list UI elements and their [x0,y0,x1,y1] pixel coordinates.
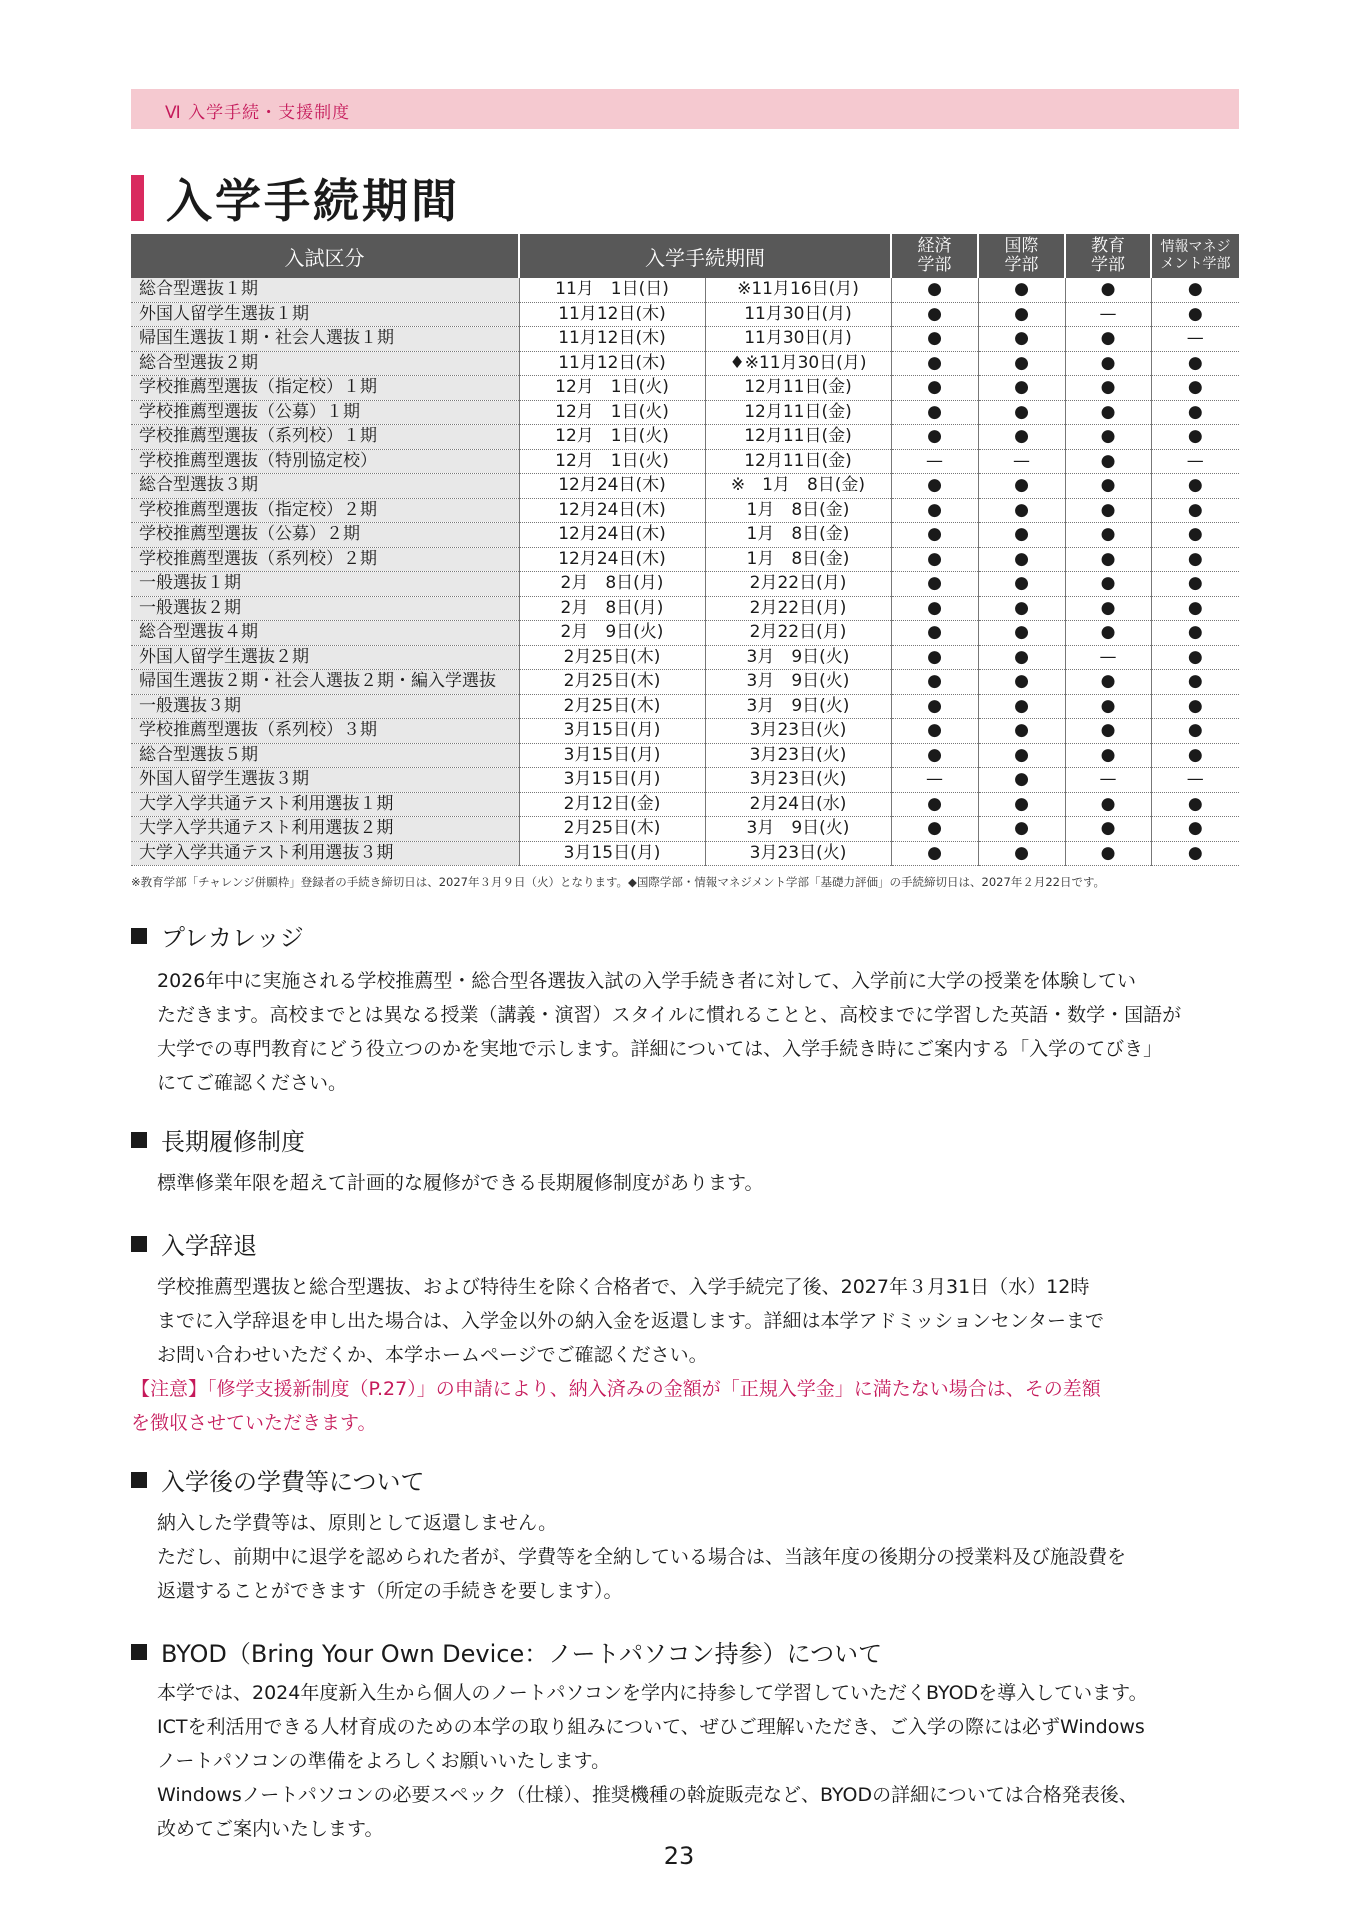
row-faculty-mark: ● [1151,376,1239,401]
row-faculty-mark: ● [891,670,978,695]
row-faculty-mark: ● [978,743,1065,768]
table-row [131,523,1239,548]
row-faculty-mark: ● [891,743,978,768]
table-row [131,278,1239,302]
row-period-end: 1月 8日(金) [705,547,891,572]
row-period-start: 2月25日(木) [519,694,705,719]
row-faculty-mark: ● [1151,817,1239,842]
row-faculty-mark: — [978,449,1065,474]
row-faculty-mark: ● [1065,792,1151,817]
row-faculty-mark: ● [1151,621,1239,646]
row-period-end: 12月11日(金) [705,376,891,401]
row-period-end: 1月 8日(金) [705,498,891,523]
row-faculty-mark: ● [891,376,978,401]
row-period-end: 2月22日(月) [705,596,891,621]
row-faculty-mark: ● [1151,572,1239,597]
row-faculty-mark: ● [978,474,1065,499]
row-period-end: 12月11日(金) [705,449,891,474]
heading-precollege: プレカレッジ [131,918,304,953]
row-period-end: 11月30日(月) [705,302,891,327]
row-faculty-mark: ● [891,694,978,719]
row-category: 学校推薦型選抜（系列校）３期 [131,719,519,744]
row-period-start: 11月 1日(日) [519,278,705,302]
table-row [131,449,1239,474]
table-row [131,621,1239,646]
row-faculty-mark: ● [1065,376,1151,401]
row-period-end: 1月 8日(金) [705,523,891,548]
row-faculty-mark: ● [891,547,978,572]
row-faculty-mark: ● [978,645,1065,670]
row-category: 一般選抜３期 [131,694,519,719]
table-body [131,278,1239,866]
table-row [131,547,1239,572]
row-category: 総合型選抜２期 [131,351,519,376]
row-faculty-mark: ● [1065,596,1151,621]
row-period-start: 3月15日(月) [519,719,705,744]
row-period-start: 12月24日(木) [519,547,705,572]
row-period-start: 11月12日(木) [519,327,705,352]
table-row [131,694,1239,719]
table-row [131,351,1239,376]
table-row [131,572,1239,597]
row-category: 大学入学共通テスト利用選抜３期 [131,841,519,866]
page-number: 23 [663,1842,695,1870]
row-faculty-mark: ● [978,817,1065,842]
square-bullet-icon [131,928,147,944]
row-category: 学校推薦型選抜（指定校）２期 [131,498,519,523]
row-faculty-mark: ● [1065,327,1151,352]
row-period-end: 3月 9日(火) [705,670,891,695]
row-faculty-mark: ● [1065,278,1151,302]
row-faculty-mark: ● [891,400,978,425]
table-row [131,841,1239,866]
row-period-start: 12月24日(木) [519,498,705,523]
row-category: 学校推薦型選抜（系列校）１期 [131,425,519,450]
row-period-end: 3月23日(火) [705,719,891,744]
heading-withdrawal: 入学辞退 [131,1226,257,1261]
enrollment-schedule-table [131,234,1239,866]
row-period-end: 3月 9日(火) [705,817,891,842]
row-period-end: 3月 9日(火) [705,694,891,719]
row-faculty-mark: ● [978,400,1065,425]
withdrawal-text: 学校推薦型選抜と総合型選抜、および特待生を除く合格者で、入学手続完了後、2027年３月31日（水）12時 までに入学辞退を申し出た場合は、入学金以外の納入金を返還します。詳細は本学アドミッションセンターまで お問い合わせいただくか、本学ホームページでご確認ください。 [157,1276,1104,1366]
table-row [131,596,1239,621]
row-category: 総合型選抜４期 [131,621,519,646]
row-faculty-mark: ● [978,278,1065,302]
row-faculty-mark: ● [978,327,1065,352]
row-period-start: 12月24日(木) [519,523,705,548]
row-faculty-mark: ● [1065,841,1151,866]
row-faculty-mark: ● [978,425,1065,450]
row-category: 大学入学共通テスト利用選抜１期 [131,792,519,817]
row-faculty-mark: ● [978,768,1065,793]
row-faculty-mark: ● [891,719,978,744]
row-faculty-mark: ● [978,621,1065,646]
row-faculty-mark: ● [1065,572,1151,597]
table-row [131,400,1239,425]
row-category: 外国人留学生選抜２期 [131,645,519,670]
row-faculty-mark: ● [891,572,978,597]
row-period-start: 12月 1日(火) [519,425,705,450]
row-faculty-mark: ● [891,841,978,866]
row-faculty-mark: ● [978,841,1065,866]
row-faculty-mark: ● [891,498,978,523]
row-faculty-mark: ● [1065,694,1151,719]
row-faculty-mark: ● [891,596,978,621]
row-faculty-mark: ● [978,302,1065,327]
row-faculty-mark: ● [1065,817,1151,842]
row-faculty-mark: ● [1151,645,1239,670]
row-category: 総合型選抜５期 [131,743,519,768]
row-period-end: 3月23日(火) [705,768,891,793]
row-faculty-mark: ● [1065,670,1151,695]
row-faculty-mark: ● [891,645,978,670]
row-faculty-mark: ● [1151,694,1239,719]
row-faculty-mark: ● [1151,719,1239,744]
page-title-text: 入学手続期間 [166,174,460,228]
row-faculty-mark: ● [1151,474,1239,499]
row-faculty-mark: ● [1151,278,1239,302]
row-faculty-mark: ● [1151,792,1239,817]
row-faculty-mark: — [1151,768,1239,793]
row-period-start: 12月 1日(火) [519,449,705,474]
row-category: 外国人留学生選抜１期 [131,302,519,327]
row-faculty-mark: ● [978,596,1065,621]
square-bullet-icon [131,1644,147,1660]
row-faculty-mark: ● [1065,719,1151,744]
row-period-start: 12月 1日(火) [519,376,705,401]
table-row [131,792,1239,817]
row-faculty-mark: ● [978,792,1065,817]
header-faculty-education: 教育 学部 [1065,234,1151,278]
precollege-text: 2026年中に実施される学校推薦型・総合型各選抜入試の入学手続き者に対して、入学前に大学の授業を体験してい ただきます。高校までとは異なる授業（講義・演習）スタイルに慣れることと、高校までに学習した英語・数学・国語が 大学での専門教育にどう役立つのかを実地で示します。詳細については、入学手続き時にご案内する「入学のてびき」 にてご確認ください。 [157,970,1182,1094]
table-row [131,768,1239,793]
row-period-end: 3月 9日(火) [705,645,891,670]
row-faculty-mark: ● [891,351,978,376]
row-faculty-mark: ● [1065,474,1151,499]
fees-text: 納入した学費等は、原則として返還しません。 ただし、前期中に退学を認められた者が、学費等を全納している場合は、当該年度の後期分の授業料及び施設費を 返還することができます（所定の手続きを要します）。 [157,1512,1127,1602]
row-faculty-mark: ● [891,621,978,646]
row-category: 帰国生選抜１期・社会人選抜１期 [131,327,519,352]
row-period-start: 2月25日(木) [519,817,705,842]
row-faculty-mark: ● [978,572,1065,597]
table-footnote: ※教育学部「チャレンジ併願枠」登録者の手続き締切日は、2027年３月９日（火）となります。◆国際学部・情報マネジメント学部「基礎力評価」の手続締切日は、2027年２月22日です。 [131,875,1106,889]
row-category: 学校推薦型選抜（系列校）２期 [131,547,519,572]
row-faculty-mark: ● [891,817,978,842]
withdrawal-notice: 【注意】「修学支援新制度（P.27）」の申請により、納入済みの金額が「正規入学金」に満たない場合は、その差額 を徴収させていただきます。 [131,1378,1101,1434]
square-bullet-icon [131,1132,147,1148]
row-period-start: 2月 9日(火) [519,621,705,646]
row-faculty-mark: ● [1151,523,1239,548]
row-faculty-mark: ● [891,474,978,499]
row-faculty-mark: ● [1151,351,1239,376]
row-faculty-mark: ● [1065,743,1151,768]
table-row [131,302,1239,327]
row-faculty-mark: ● [1065,400,1151,425]
row-faculty-mark: — [1065,302,1151,327]
section-header-band [131,89,1239,129]
row-period-end: 3月23日(火) [705,841,891,866]
row-period-end: 3月23日(火) [705,743,891,768]
row-faculty-mark: ● [1151,841,1239,866]
row-period-start: 11月12日(木) [519,302,705,327]
table-row [131,498,1239,523]
title-accent-bar [131,175,144,221]
page-title [131,168,460,228]
row-category: 学校推薦型選抜（公募）２期 [131,523,519,548]
table-row [131,425,1239,450]
row-faculty-mark: ● [1151,743,1239,768]
row-faculty-mark: — [1065,645,1151,670]
heading-byod: BYOD（Bring Your Own Device：ノートパソコン持参）について [131,1634,882,1669]
row-period-start: 11月12日(木) [519,351,705,376]
row-faculty-mark: ● [1151,547,1239,572]
row-period-start: 3月15日(月) [519,841,705,866]
row-faculty-mark: ● [1151,670,1239,695]
row-category: 一般選抜１期 [131,572,519,597]
row-faculty-mark: ● [978,670,1065,695]
byod-text: 本学では、2024年度新入生から個人のノートパソコンを学内に持参して学習していただくBYODを導入しています。 ICTを利活用できる人材育成のための本学の取り組みについて、ぜひご理解いただき、ご入学の際には必ずWindows ノートパソコンの準備をよろしくお願いいたします。 Windowsノートパソコンの必要スペック（仕様）、推奨機種の斡旋販売など、BYODの詳細については合格発表後、 改めてご案内いたします。 [157,1682,1148,1840]
row-faculty-mark: — [1151,449,1239,474]
row-faculty-mark: ● [891,792,978,817]
row-faculty-mark: ● [978,523,1065,548]
row-period-end: 12月11日(金) [705,400,891,425]
table-row [131,474,1239,499]
row-faculty-mark: ● [978,498,1065,523]
row-faculty-mark: ● [1065,547,1151,572]
header-category: 入試区分 [131,234,519,278]
row-category: 一般選抜２期 [131,596,519,621]
row-faculty-mark: ● [891,302,978,327]
row-period-start: 12月 1日(火) [519,400,705,425]
row-category: 学校推薦型選抜（特別協定校） [131,449,519,474]
row-period-start: 3月15日(月) [519,743,705,768]
row-period-start: 12月24日(木) [519,474,705,499]
row-faculty-mark: ● [1151,498,1239,523]
row-period-start: 2月12日(金) [519,792,705,817]
row-period-end: ※11月16日(月) [705,278,891,302]
row-category: 総合型選抜３期 [131,474,519,499]
row-category: 学校推薦型選抜（公募）１期 [131,400,519,425]
row-faculty-mark: — [891,449,978,474]
row-faculty-mark: ● [1151,302,1239,327]
table-row [131,645,1239,670]
row-period-start: 2月 8日(月) [519,596,705,621]
heading-fees: 入学後の学費等について [131,1462,425,1497]
header-period: 入学手続期間 [519,234,891,278]
square-bullet-icon [131,1472,147,1488]
row-faculty-mark: ● [978,376,1065,401]
row-faculty-mark: ● [891,278,978,302]
row-faculty-mark: — [1065,768,1151,793]
table-row [131,327,1239,352]
row-faculty-mark: — [891,768,978,793]
row-category: 帰国生選抜２期・社会人選抜２期・編入学選抜 [131,670,519,695]
header-faculty-international: 国際 学部 [978,234,1065,278]
row-faculty-mark: ● [891,327,978,352]
row-faculty-mark: ● [891,523,978,548]
square-bullet-icon [131,1236,147,1252]
row-faculty-mark: ● [1151,425,1239,450]
row-faculty-mark: ● [1065,449,1151,474]
row-faculty-mark: ● [891,425,978,450]
row-period-start: 2月 8日(月) [519,572,705,597]
row-faculty-mark: ● [1065,498,1151,523]
row-category: 学校推薦型選抜（指定校）１期 [131,376,519,401]
row-period-end: 2月24日(水) [705,792,891,817]
row-faculty-mark: ● [1065,621,1151,646]
table-header-row [131,234,1239,278]
row-category: 大学入学共通テスト利用選抜２期 [131,817,519,842]
header-faculty-economics: 経済 学部 [891,234,978,278]
table-row [131,376,1239,401]
table-row [131,670,1239,695]
row-period-start: 3月15日(月) [519,768,705,793]
row-faculty-mark: — [1151,327,1239,352]
table-row [131,719,1239,744]
row-faculty-mark: ● [1151,400,1239,425]
heading-longterm: 長期履修制度 [131,1122,305,1157]
row-faculty-mark: ● [978,351,1065,376]
row-period-end: ♦※11月30日(月) [705,351,891,376]
header-faculty-info-management: 情報マネジ メント学部 [1151,234,1239,278]
row-faculty-mark: ● [978,719,1065,744]
longterm-text: 標準修業年限を超えて計画的な履修ができる長期履修制度があります。 [157,1172,764,1194]
row-faculty-mark: ● [1065,523,1151,548]
row-period-end: 2月22日(月) [705,572,891,597]
row-category: 外国人留学生選抜３期 [131,768,519,793]
row-faculty-mark: ● [978,694,1065,719]
row-category: 総合型選抜１期 [131,278,519,302]
row-faculty-mark: ● [1065,351,1151,376]
row-faculty-mark: ● [978,547,1065,572]
row-faculty-mark: ● [1065,425,1151,450]
section-header-label: Ⅵ 入学手続・支援制度 [165,103,351,123]
row-period-start: 2月25日(木) [519,645,705,670]
table-row [131,743,1239,768]
table-row [131,817,1239,842]
row-period-end: ※ 1月 8日(金) [705,474,891,499]
row-period-start: 2月25日(木) [519,670,705,695]
row-period-end: 11月30日(月) [705,327,891,352]
row-faculty-mark: ● [1151,596,1239,621]
row-period-end: 12月11日(金) [705,425,891,450]
row-period-end: 2月22日(月) [705,621,891,646]
